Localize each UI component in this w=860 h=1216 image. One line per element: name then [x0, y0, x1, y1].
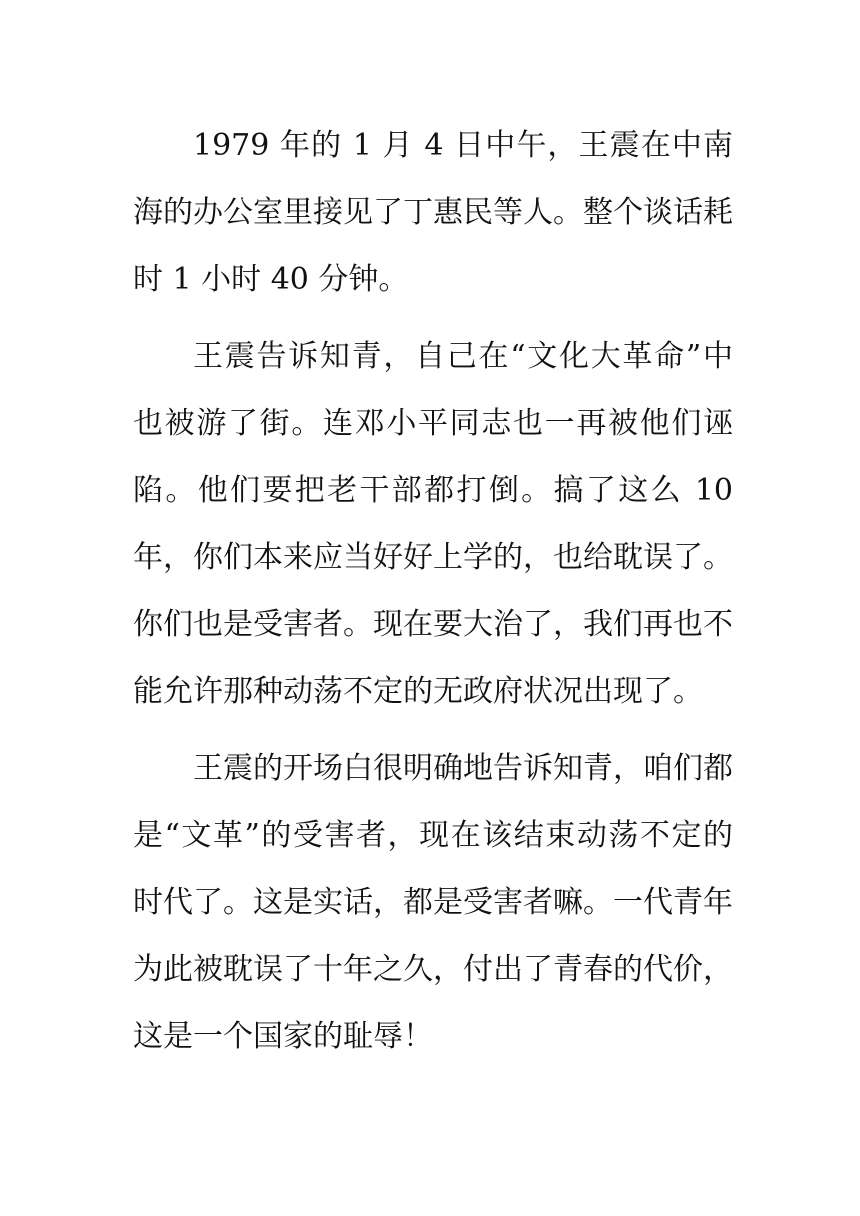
paragraph-3: 王震的开场白很明确地告诉知青，咱们都是“文革”的受害者，现在该结束动荡不定的时代了。这是实话，都是受害者嘛。一代青年为此被耽误了十年之久，付出了青春的代价，这是一个国家的耻辱！ — [133, 751, 733, 1054]
paragraph-2: 王震告诉知青，自己在“文化大革命”中也被游了街。连邓小平同志也一再被他们诬陷。他们要把老干部都打倒。搞了这么 10 年，你们本来应当好好上学的，也给耽误了。你们也是受害者。现在要大治了，我们再也不能允许那种动荡不定的无政府状况出现了。 — [133, 339, 733, 709]
document-body — [133, 112, 733, 1080]
paragraph-1: 1979 年的 1 月 4 日中午，王震在中南海的办公室里接见了丁惠民等人。整个谈话耗时 1 小时 40 分钟。 — [133, 128, 733, 297]
